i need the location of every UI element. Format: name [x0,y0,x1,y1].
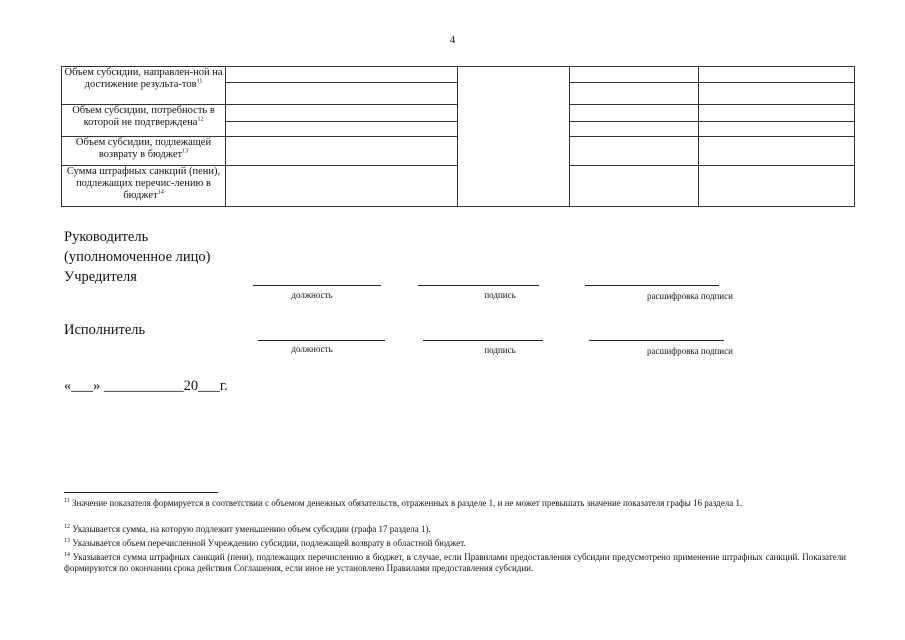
footnote-separator [64,492,218,493]
executor-decoding-line [589,340,724,341]
footnote-12: $^{12}$ Указывается сумма, на которую подлежит уменьшению объем субсидии (графа 17 раздела 1). [64,524,431,534]
table-cell [226,137,458,166]
subsidy-table [61,66,855,207]
head-position-line [253,285,381,286]
table-cell [699,105,855,137]
row-label: Объем субсидии, потребность в которой не подтверждена$^{12}$ [62,105,226,137]
table-cell [226,105,458,137]
head-signature-line [418,285,539,286]
table-cell [226,67,458,105]
executor-position-line [258,340,385,341]
table-cell [570,166,699,207]
executor-position-caption: должность [291,344,333,354]
executor-signature-line [423,340,543,341]
head-label-line3: Учредителя [64,269,137,285]
page-number: 4 [449,34,456,46]
head-decoding-caption: расшифровка подписи [647,291,733,301]
executor-signature-caption: подпись [484,345,516,355]
row-label: Объем субсидии, подлежащей возврату в бюджет$^{13}$ [62,137,226,166]
table-row [62,67,855,105]
table-cell [226,166,458,207]
head-label-line1: Руководитель [64,229,149,245]
head-label-line2: (уполномоченное лицо) [64,249,211,265]
table-cell [570,137,699,166]
date-line: «___» ___________20___г. [64,378,228,394]
footnote-13: $^{13}$ Указывается объем перечисленной Учреждению субсидии, подлежащей возврату в областной бюджет. [64,538,466,548]
table-cell [570,105,699,137]
head-signature-caption: подпись [484,290,516,300]
executor-label: Исполнитель [64,322,146,338]
table-cell [699,67,855,105]
head-position-caption: должность [291,290,333,300]
row-label: Объем субсидии, направлен-ной на достижение результа-тов$^{11}$ [62,67,226,105]
head-decoding-line [585,285,719,286]
footnote-11: $^{11}$ Значение показателя формируется в соответствии с объемом денежных обязательств, отраженных в разделе 1, и не может превышать значение показателя графы 16 раздела 1. [64,498,743,508]
table-cell [699,137,855,166]
row-label: Сумма штрафных санкций (пени), подлежащих перечис-лению в бюджет$^{14}$ [62,166,226,207]
table-cell [699,166,855,207]
table-cell [570,67,699,105]
executor-decoding-caption: расшифровка подписи [647,346,733,356]
footnote-14: $^{14}$ Указывается сумма штрафных санкций (пени), подлежащих перечислению в бюджет, в случае, если Правилами предоставления субсидии предусмотрено применение штрафных санкций. Показатели формируются по окончании срока действия Соглашения, если иное не установлено Правилами предоставления субсидии. [64,552,847,573]
table-cell [458,67,570,207]
